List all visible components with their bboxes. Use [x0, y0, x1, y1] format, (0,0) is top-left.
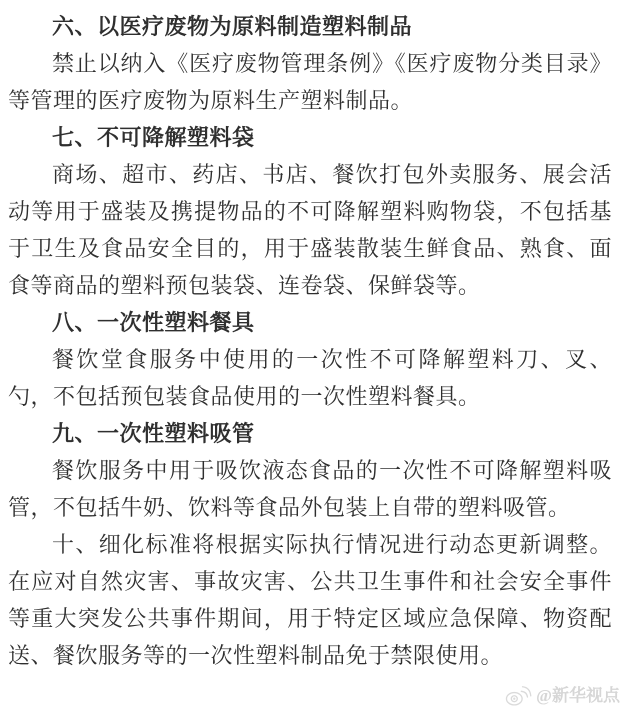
section-heading-7: 七、不可降解塑料袋	[52, 125, 255, 150]
section-heading-9: 九、一次性塑料吸管	[52, 421, 255, 446]
section-heading-8: 八、一次性塑料餐具	[52, 310, 255, 335]
watermark	[504, 683, 620, 707]
section-paragraph-9: 餐饮服务中用于吸饮液态食品的一次性不可降解塑料吸管，不包括牛奶、饮料等食品外包装上自带的塑料吸管。	[8, 458, 612, 520]
section-paragraph-6: 禁止以纳入《医疗废物管理条例》《医疗废物分类目录》等管理的医疗废物为原料生产塑料制品。	[8, 51, 612, 113]
watermark-handle: @新华视点	[536, 685, 620, 705]
section-heading-6: 六、以医疗废物为原料制造塑料制品	[52, 14, 413, 39]
closing-paragraph-10: 十、细化标准将根据实际执行情况进行动态更新调整。在应对自然灾害、事故灾害、公共卫生事件和社会安全事件等重大突发公共事件期间，用于特定区域应急保障、物资配送、餐饮服务等的一次性塑料制品免于禁限使用。	[8, 532, 612, 668]
weibo-logo-icon	[504, 683, 532, 707]
section-paragraph-7: 商场、超市、药店、书店、餐饮打包外卖服务、展会活动等用于盛装及携提物品的不可降解塑料购物袋，不包括基于卫生及食品安全目的，用于盛装散装生鲜食品、熟食、面食等商品的塑料预包装袋、连卷袋、保鲜袋等。	[8, 162, 612, 298]
section-paragraph-8: 餐饮堂食服务中使用的一次性不可降解塑料刀、叉、勺，不包括预包装食品使用的一次性塑料餐具。	[8, 347, 612, 409]
